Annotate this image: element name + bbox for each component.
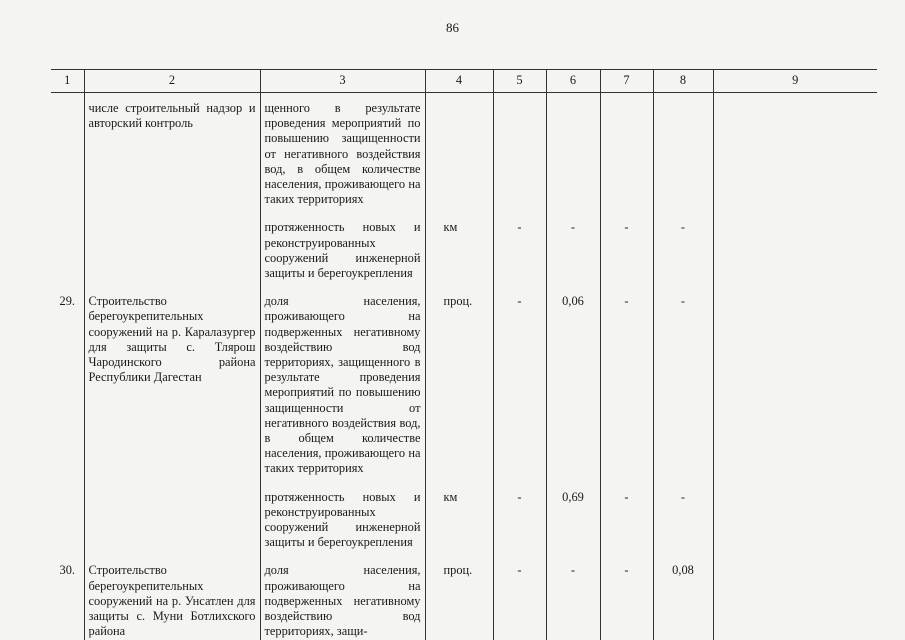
value-cell	[713, 550, 877, 639]
table-row	[51, 281, 877, 476]
page-number: 86	[446, 20, 459, 35]
value-cell	[713, 477, 877, 551]
value-cell	[600, 93, 653, 208]
value-cell: -	[493, 550, 546, 639]
column-header: 9	[713, 70, 877, 93]
column-header: 6	[546, 70, 600, 93]
value-cell	[713, 93, 877, 208]
value-cell	[493, 93, 546, 208]
measure-name: числе строительный надзор и авторский контроль	[84, 93, 260, 208]
column-header: 8	[653, 70, 713, 93]
value-cell: -	[653, 477, 713, 551]
value-cell: -	[653, 207, 713, 281]
measure-name: Строительство берегоукрепительных сооружений на р. Каралазургер для защиты с. Тлярош Чародинского района Республики Дагестан	[84, 281, 260, 476]
indicator-name: доля населения, проживающего на подверженных негативному воздействию вод территориях, защи-	[260, 550, 425, 639]
value-cell	[653, 93, 713, 208]
indicator-name: протяженность новых и реконструированных сооружений инженерной защиты и берегоукрепления	[260, 477, 425, 551]
value-cell: 0,69	[546, 477, 600, 551]
value-cell	[713, 281, 877, 476]
row-number: 30.	[51, 550, 84, 639]
indicator-name: щенного в результате проведения мероприятий по повышению защищенности от негативного воздействия вод, в общем количестве населения, проживающего на таких территориях	[260, 93, 425, 208]
table-header-row	[51, 70, 877, 93]
measure-name	[84, 207, 260, 281]
table-row	[51, 93, 877, 208]
table-row	[51, 477, 877, 551]
table-row	[51, 207, 877, 281]
row-number	[51, 93, 84, 208]
value-cell: -	[600, 477, 653, 551]
measure-name: Строительство берегоукрепительных сооружений на р. Унсатлен для защиты с. Муни Ботлихского района	[84, 550, 260, 639]
value-cell: 0,06	[546, 281, 600, 476]
row-number	[51, 207, 84, 281]
value-cell: -	[493, 207, 546, 281]
column-header: 2	[84, 70, 260, 93]
unit-cell: проц.	[425, 281, 493, 476]
column-header: 1	[51, 70, 84, 93]
measure-name	[84, 477, 260, 551]
row-number: 29.	[51, 281, 84, 476]
column-header: 4	[425, 70, 493, 93]
value-cell	[546, 93, 600, 208]
unit-cell	[425, 93, 493, 208]
value-cell: -	[600, 281, 653, 476]
value-cell: -	[546, 550, 600, 639]
value-cell: -	[493, 281, 546, 476]
row-number	[51, 477, 84, 551]
indicators-table	[51, 69, 877, 640]
value-cell: -	[653, 281, 713, 476]
indicator-name: протяженность новых и реконструированных сооружений инженерной защиты и берегоукрепления	[260, 207, 425, 281]
column-header: 5	[493, 70, 546, 93]
value-cell: -	[493, 477, 546, 551]
value-cell: -	[546, 207, 600, 281]
value-cell: -	[600, 207, 653, 281]
value-cell	[713, 207, 877, 281]
indicator-name: доля населения, проживающего на подверженных негативному воздействию вод территориях, защищенного в результате проведения мероприятий по повышению защищенности от негативного воздействия вод, в общем количестве населения, проживающего на таких территориях	[260, 281, 425, 476]
table-row	[51, 550, 877, 639]
unit-cell: км	[425, 207, 493, 281]
value-cell: -	[600, 550, 653, 639]
value-cell: 0,08	[653, 550, 713, 639]
column-header: 3	[260, 70, 425, 93]
column-header: 7	[600, 70, 653, 93]
unit-cell: км	[425, 477, 493, 551]
unit-cell: проц.	[425, 550, 493, 639]
